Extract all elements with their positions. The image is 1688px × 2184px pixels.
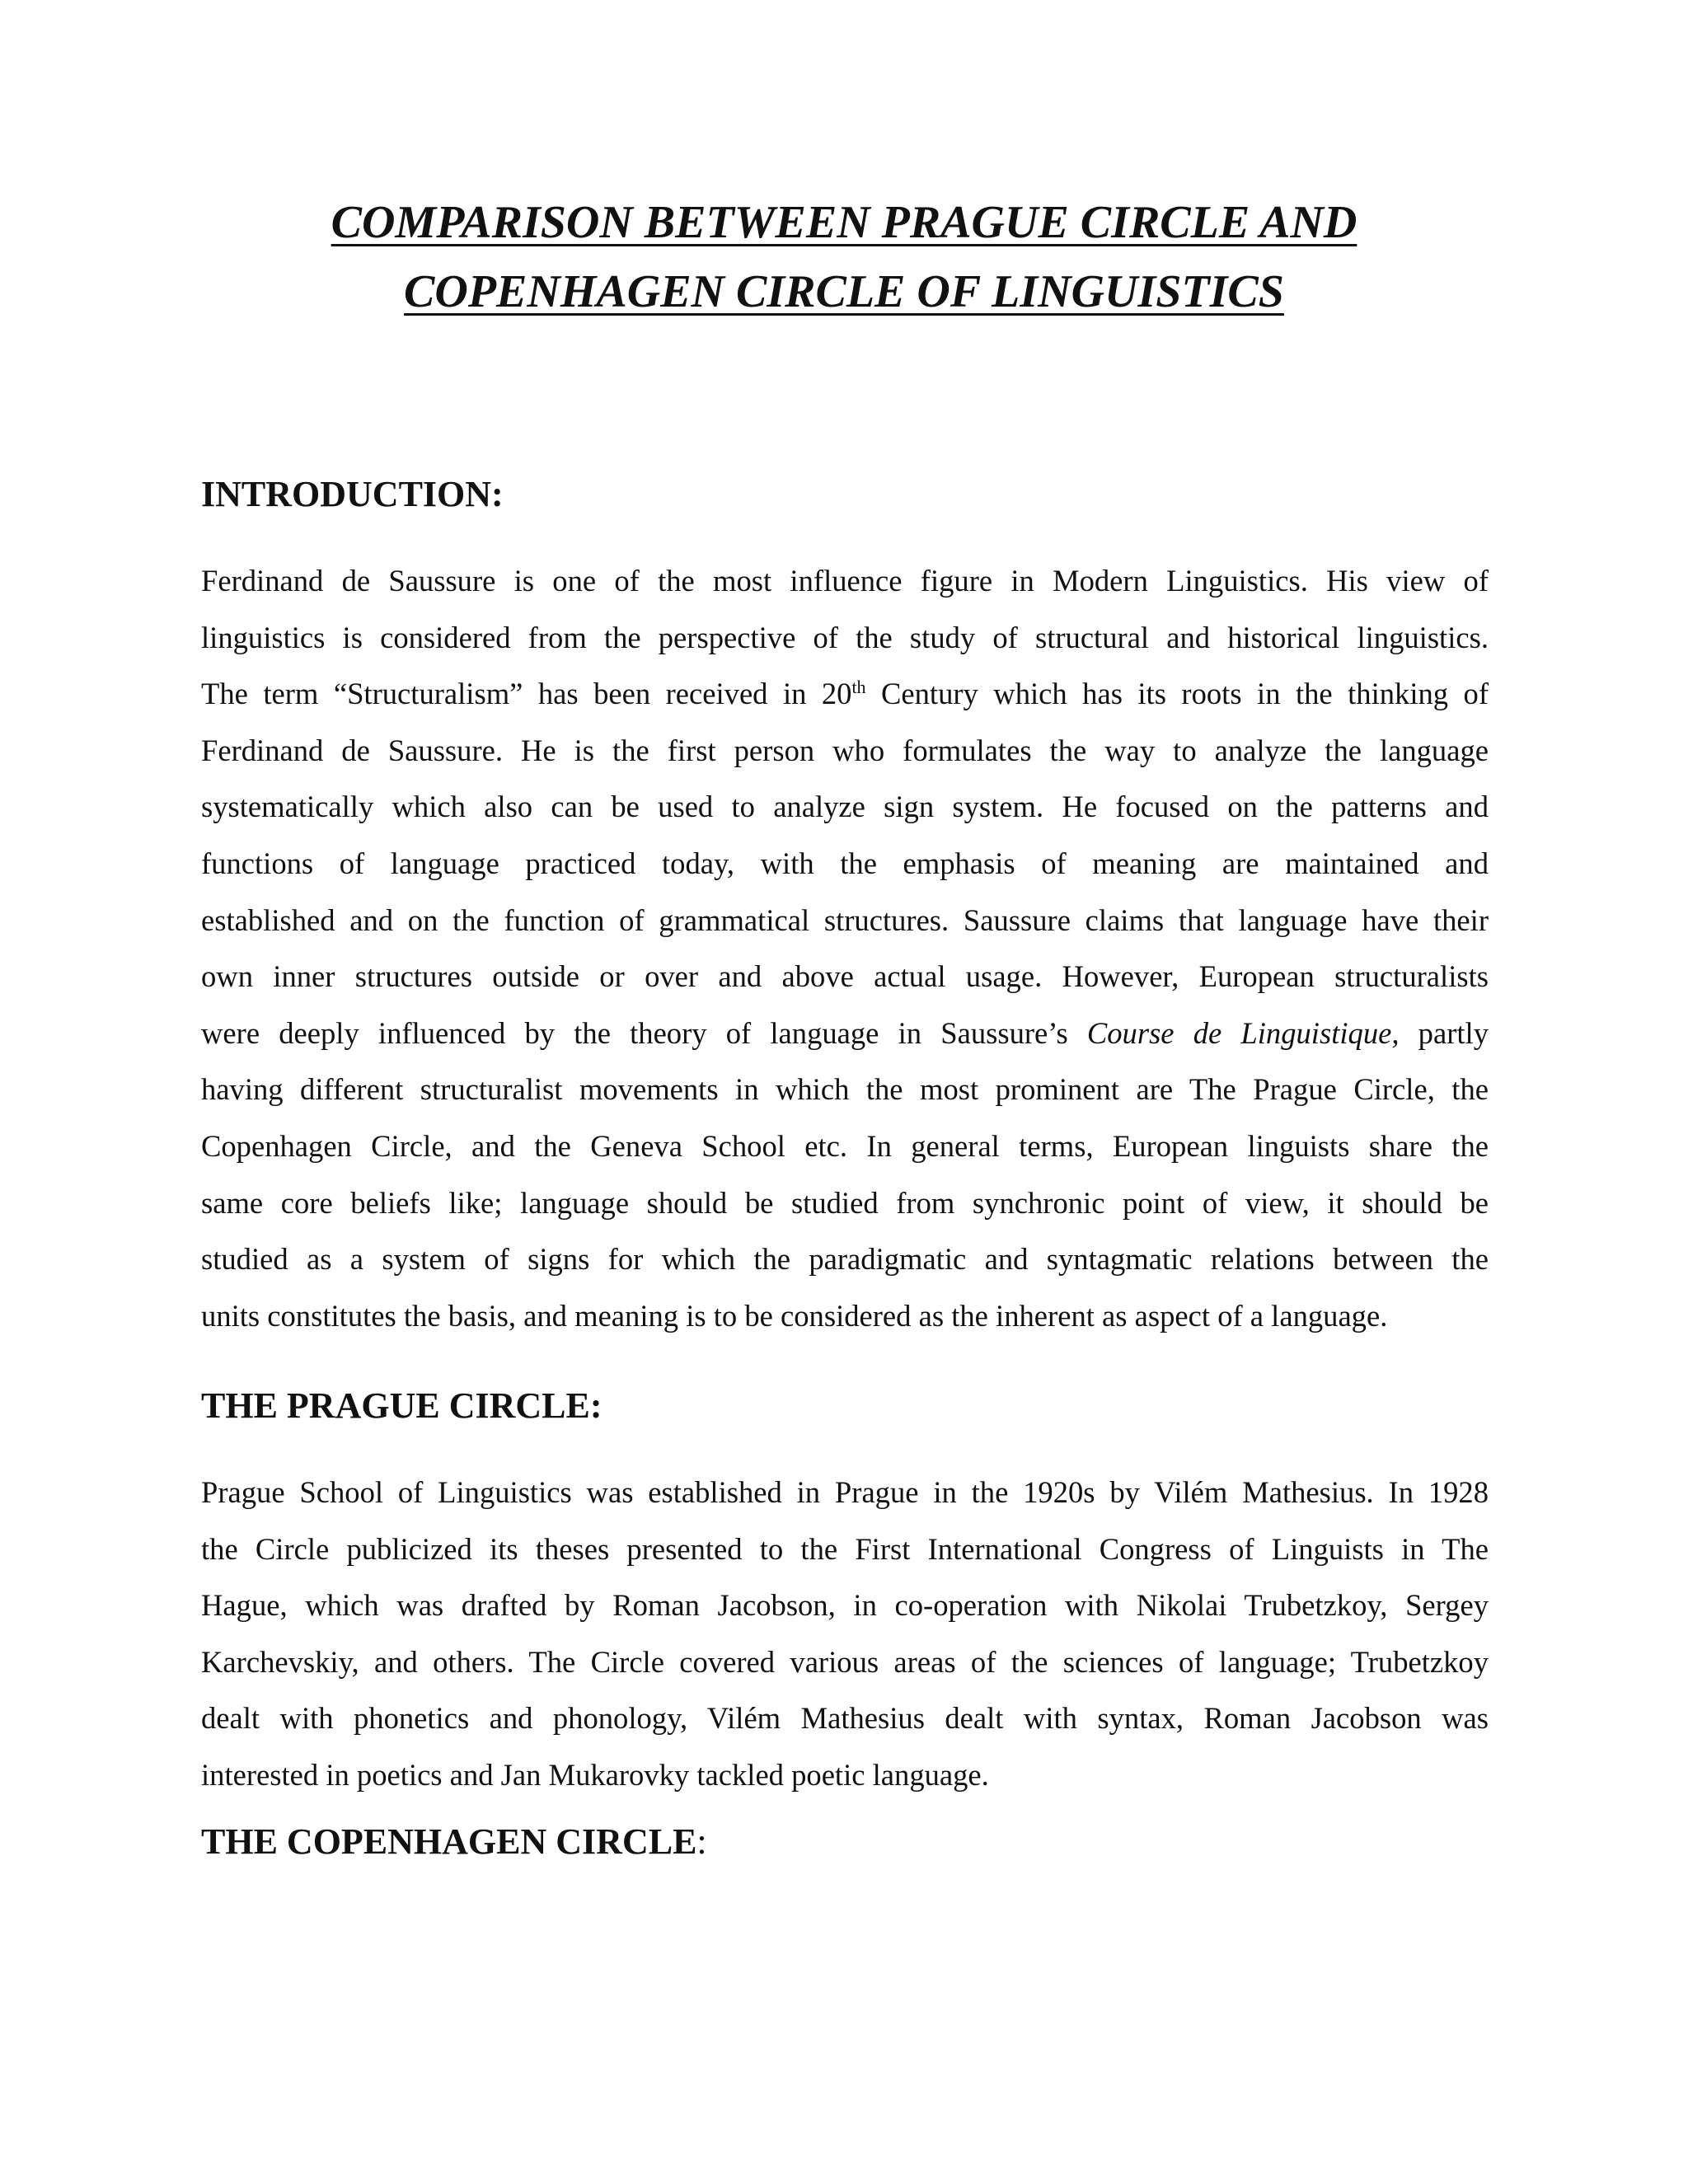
intro-line	[201, 666, 1489, 723]
introduction-heading: INTRODUCTION:	[201, 474, 504, 514]
intro-line: having different structuralist movements in which the most prominent are The Prague Circle, the	[201, 1072, 1489, 1107]
intro-line: own inner structures outside or over and above actual usage. However, European structuralists	[201, 959, 1489, 994]
intro-line: Ferdinand de Saussure is one of the most influence figure in Modern Linguistics. His view of	[201, 564, 1489, 598]
intro-line-text: partly	[1399, 1015, 1489, 1050]
prague-line: dealt with phonetics and phonology, Vilém Mathesius dealt with syntax, Roman Jacobson was	[201, 1701, 1489, 1736]
intro-line-text: were deeply influenced by the theory of language in Saussure’s	[201, 1015, 1087, 1050]
intro-line: studied as a system of signs for which the paradigmatic and syntagmatic relations between the	[201, 1242, 1489, 1277]
prague-line: interested in poetics and Jan Mukarovky tackled poetic language.	[201, 1757, 989, 1792]
title-line-2: COPENHAGEN CIRCLE OF LINGUISTICS	[404, 266, 1284, 317]
prague-line: Prague School of Linguistics was established in Prague in the 1920s by Vilém Mathesius. In 1928	[201, 1475, 1489, 1509]
intro-line-text: Century which has its roots in the thinking of	[865, 677, 1489, 711]
intro-line: Copenhagen Circle, and the Geneva School etc. In general terms, European linguists share the	[201, 1128, 1489, 1163]
superscript-th: th	[851, 677, 866, 697]
intro-line-text: The term “Structuralism” has been received in 20	[201, 677, 852, 711]
intro-line: units constitutes the basis, and meaning is to be considered as the inherent as aspect of a language.	[201, 1298, 1388, 1333]
intro-line: functions of language practiced today, with the emphasis of meaning are maintained and	[201, 846, 1489, 880]
intro-line: same core beliefs like; language should be studied from synchronic point of view, it should be	[201, 1185, 1489, 1220]
copenhagen-circle-heading	[201, 1817, 707, 1867]
copenhagen-heading-text: THE COPENHAGEN CIRCLE	[201, 1821, 697, 1862]
intro-line	[201, 1005, 1489, 1062]
intro-line: established and on the function of grammatical structures. Saussure claims that language have their	[201, 902, 1489, 937]
book-title-italic: Course de Linguistique,	[1086, 1015, 1400, 1050]
prague-line: Hague, which was drafted by Roman Jacobson, in co-operation with Nikolai Trubetzkoy, Sergey	[201, 1588, 1489, 1623]
prague-line: Karchevskiy, and others. The Circle covered various areas of the sciences of language; Trubetzkoy	[201, 1644, 1489, 1679]
copenhagen-heading-colon: :	[696, 1821, 707, 1862]
title-line-1: COMPARISON BETWEEN PRAGUE CIRCLE AND	[331, 197, 1357, 248]
intro-line: Ferdinand de Saussure. He is the first person who formulates the way to analyze the language	[201, 733, 1489, 767]
prague-circle-heading: THE PRAGUE CIRCLE:	[201, 1385, 603, 1426]
intro-line: systematically which also can be used to analyze sign system. He focused on the patterns and	[201, 790, 1489, 824]
prague-line: the Circle publicized its theses presented to the First International Congress of Linguists in The	[201, 1531, 1489, 1566]
intro-line: linguistics is considered from the perspective of the study of structural and historical linguistics.	[201, 620, 1489, 654]
prague-circle-paragraph	[201, 1465, 1489, 1804]
document-title	[0, 188, 1688, 326]
introduction-paragraph	[201, 553, 1489, 1344]
